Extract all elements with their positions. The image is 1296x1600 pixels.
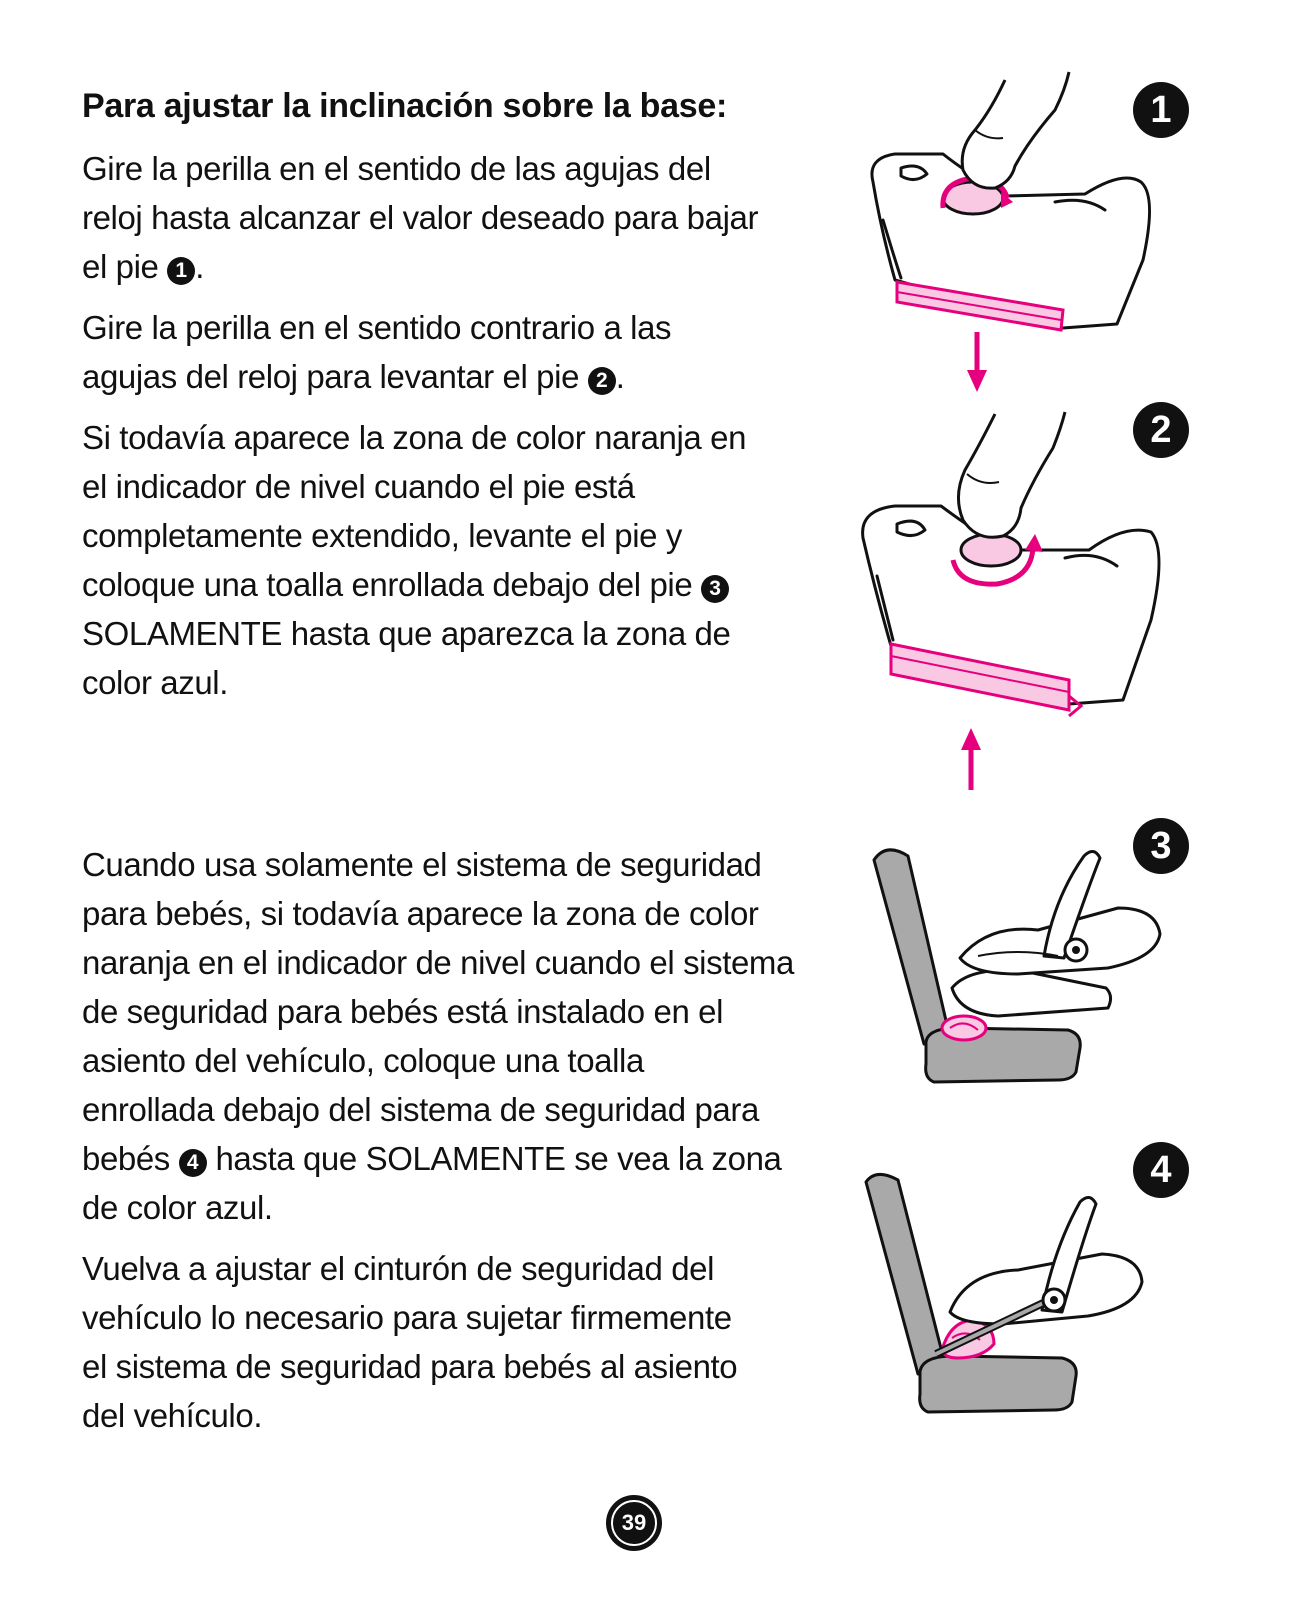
paragraph-towel-base: Si todavía aparece la zona de color naranja en el indicador de nivel cuando el pie está completamente extendido, levante el pie y coloque una toalla enrollada debajo del pie 3 SOLAMENTE hasta que aparezca la zona de color azul. — [82, 419, 747, 701]
section-base-adjust — [82, 86, 857, 707]
page-number: 39 — [606, 1495, 662, 1551]
seat-cushion — [920, 1356, 1077, 1412]
figure-2-base-raise-foot — [855, 400, 1165, 792]
paragraph-lower-foot: Gire la perilla en el sentido de las agujas del reloj hasta alcanzar el valor deseado para bajar el pie 1 . — [82, 150, 759, 285]
step-ref-4: 4 — [179, 1149, 207, 1177]
figure-4-carrier-towel-seat — [862, 1172, 1162, 1422]
paragraph-retighten-belt: Vuelva a ajustar el cinturón de seguridad del vehículo lo necesario para sujetar firmemente el sistema de seguridad para bebés al asiento del vehículo. — [82, 1250, 738, 1434]
seat-back — [874, 850, 950, 1044]
down-arrow-head — [967, 370, 987, 392]
paragraph-raise-foot: Gire la perilla en el sentido contrario a las agujas del reloj para levantar el pie 2 . — [82, 309, 672, 395]
step-ref-3: 3 — [701, 575, 729, 603]
step-ref-2: 2 — [588, 367, 616, 395]
figure-number-2: 2 — [1133, 402, 1189, 458]
step-ref-1: 1 — [167, 257, 195, 285]
up-arrow-head — [961, 728, 981, 750]
figure-3-carrier-towel-base — [868, 838, 1168, 1088]
seat-back — [866, 1174, 946, 1374]
hand — [962, 72, 1069, 188]
carrier-base — [952, 970, 1111, 1016]
section-carrier-only — [82, 840, 857, 1440]
paragraph-towel-carrier: Cuando usa solamente el sistema de seguridad para bebés, si todavía aparece la zona de color naranja en el indicador de nivel cuando el sistema de seguridad para bebés está instalado en el asiento del vehículo, coloque una toalla enrollada debajo del sistema de seguridad para bebés 4 hasta que SOLAMENTE se vea la zona de color azul. — [82, 846, 794, 1226]
knob — [961, 534, 1021, 566]
figure-number-3: 3 — [1133, 818, 1189, 874]
section-heading: Para ajustar la inclinación sobre la base: — [82, 87, 728, 125]
figure-1-base-lower-foot — [855, 70, 1165, 400]
hand — [958, 412, 1065, 537]
figure-number-4: 4 — [1133, 1142, 1189, 1198]
towel-roll — [942, 1016, 986, 1040]
figure-number-1: 1 — [1133, 82, 1189, 138]
